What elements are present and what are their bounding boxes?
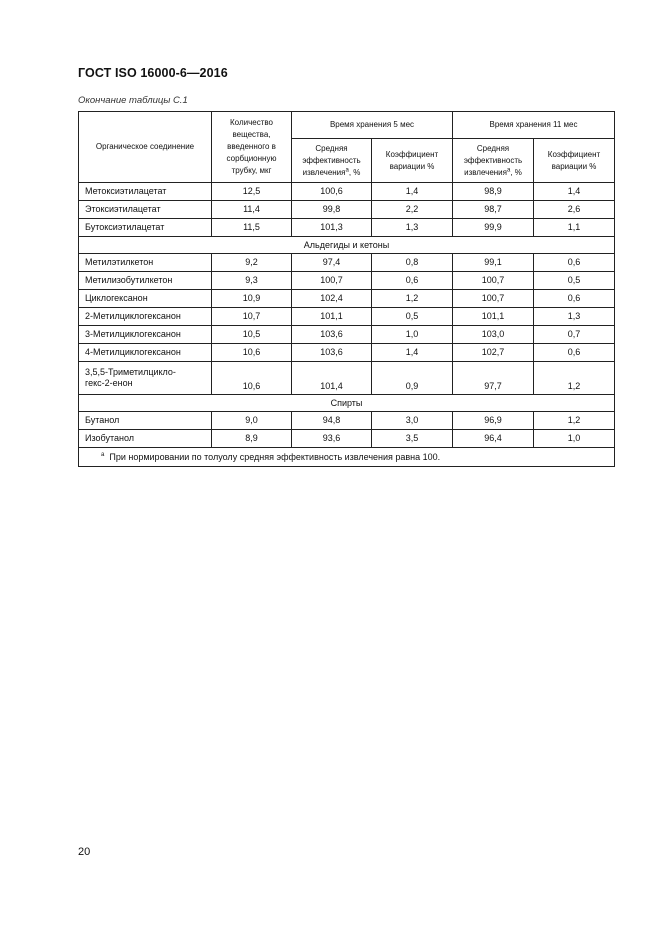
table-row: Метилизобутилкетон 9,3 100,7 0,6 100,7 0,5 [79, 272, 615, 290]
table-row: 2-Метилциклогексанон 10,7 101,1 0,5 101,1 1,3 [79, 308, 615, 326]
data-table [78, 111, 615, 467]
table-row: 3,5,5-Триметилцикло- гекс-2-енон 10,6 101,4 0,9 97,7 1,2 [79, 362, 615, 395]
header-amount: Количество вещества, введенного в сорбционную трубку, мкг [212, 112, 292, 183]
footnote-mark: а [101, 451, 105, 458]
section-row-aldehydes: Альдегиды и кетоны [79, 237, 615, 254]
header-storage-11: Время хранения 11 мес [453, 112, 615, 139]
table-row: Бутанол 9,0 94,8 3,0 96,9 1,2 [79, 412, 615, 430]
document-header: ГОСТ ISO 16000-6—2016 [78, 66, 228, 80]
table-row: Изобутанол 8,9 93,6 3,5 96,4 1,0 [79, 430, 615, 448]
page-number: 20 [78, 846, 91, 858]
header-compound: Органическое соединение [79, 112, 212, 183]
table-caption: Окончание таблицы С.1 [78, 95, 188, 106]
table-row: Метоксиэтилацетат 12,5 100,6 1,4 98,9 1,4 [79, 183, 615, 201]
section-row-alcohols: Спирты [79, 395, 615, 412]
header-efficiency-11: Средняя эффективность извлечения$^а$, % [453, 139, 534, 183]
table-row: 4-Метилциклогексанон 10,6 103,6 1,4 102,7 0,6 [79, 344, 615, 362]
table-row: Бутоксиэтилацетат 11,5 101,3 1,3 99,9 1,1 [79, 219, 615, 237]
table-row: Циклогексанон 10,9 102,4 1,2 100,7 0,6 [79, 290, 615, 308]
table-footnote [79, 448, 615, 467]
header-variation-11: Коэффициент вариации % [534, 139, 615, 183]
header-efficiency-5: Средняя эффективность извлечения$^а$, % [292, 139, 372, 183]
footnote-text: При нормировании по толуолу средняя эффективность извлечения равна 100. [109, 451, 441, 462]
table-row: Этоксиэтилацетат 11,4 99,8 2,2 98,7 2,6 [79, 201, 615, 219]
table-row: 3-Метилциклогексанон 10,5 103,6 1,0 103,0 0,7 [79, 326, 615, 344]
header-variation-5: Коэффициент вариации % [372, 139, 453, 183]
header-storage-5: Время хранения 5 мес [292, 112, 453, 139]
table-row: Метилэтилкетон 9,2 97,4 0,8 99,1 0,6 [79, 254, 615, 272]
